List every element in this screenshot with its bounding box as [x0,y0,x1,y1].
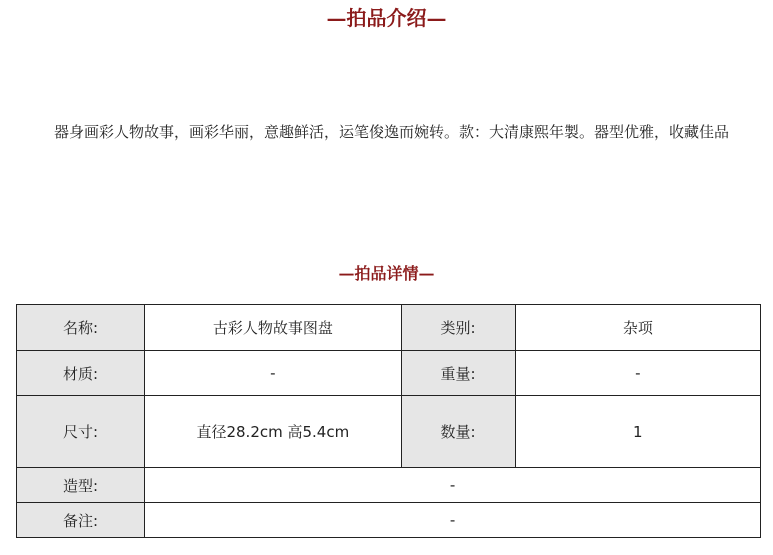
remarks-value: - [145,503,761,538]
lot-details-table [16,304,761,538]
table-row [17,468,761,503]
quantity-value: 1 [515,396,760,468]
name-label: 名称: [17,305,145,351]
material-value: - [145,351,401,396]
section-title-lot-details: —拍品详情— [338,264,435,283]
category-label: 类别: [401,305,515,351]
size-label: 尺寸: [17,396,145,468]
table-row [17,503,761,538]
table-row [17,351,761,396]
name-value: 古彩人物故事图盘 [145,305,401,351]
weight-label: 重量: [401,351,515,396]
category-value: 杂项 [515,305,760,351]
material-label: 材质: [17,351,145,396]
section-title-lot-intro: —拍品介绍— [326,6,447,30]
quantity-label: 数量: [401,396,515,468]
lot-description: 器身画彩人物故事，画彩华丽，意趣鲜活，运笔俊逸而婉转。款：大清康熙年製。器型优雅，收藏佳品 [54,123,730,141]
table-row [17,396,761,468]
size-value: 直径28.2cm 高5.4cm [145,396,401,468]
remarks-label: 备注: [17,503,145,538]
shape-label: 造型: [17,468,145,503]
shape-value: - [145,468,761,503]
weight-value: - [515,351,760,396]
table-row [17,305,761,351]
